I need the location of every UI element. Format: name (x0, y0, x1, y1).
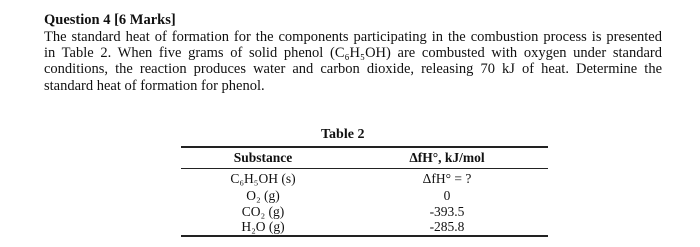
cell-value: ΔfH° = ? (422, 171, 472, 186)
question-line: in Table 2. When five grams of solid phenol (C₆H₅OH) are combusted with oxygen under standard (44, 45, 662, 62)
question-line: standard heat of formation for phenol. (44, 77, 265, 94)
cell-value: -393.5 (429, 204, 465, 219)
cell-substance: O₂ (g) (246, 188, 280, 203)
cell-value: -285.8 (429, 219, 465, 234)
cell-substance: H₂O (g) (241, 219, 285, 234)
table-top-rule (181, 146, 548, 148)
table-caption: Table 2 (321, 127, 365, 142)
table-bottom-rule (181, 235, 548, 237)
header-substance: Substance (233, 150, 293, 165)
cell-substance: CO₂ (g) (241, 204, 285, 219)
question-line: The standard heat of formation for the components participating in the combustion process is presented (44, 29, 662, 45)
table-header-rule (181, 168, 548, 169)
cell-value: 0 (443, 188, 451, 203)
header-heat-of-formation: ΔfH°, kJ/mol (409, 150, 485, 165)
question-title: Question 4 [6 Marks] (44, 12, 176, 28)
cell-substance: C₆H₅OH (s) (230, 171, 296, 186)
question-text (44, 29, 662, 94)
question-line: conditions, the reaction produces water and carbon dioxide, releasing 70 kJ of heat. Determine the (44, 61, 662, 78)
